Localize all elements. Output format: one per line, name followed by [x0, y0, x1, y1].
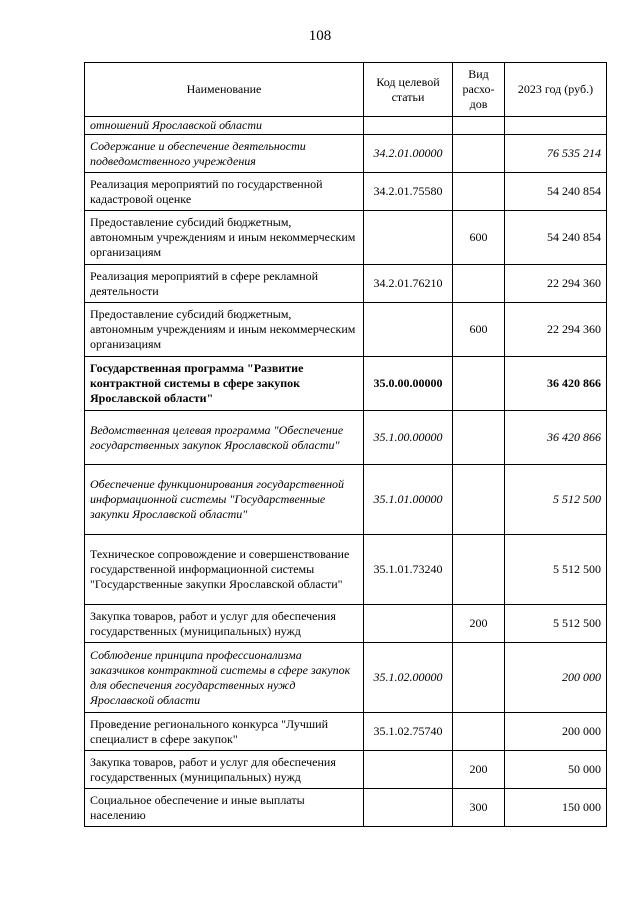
cell-name: Техническое сопровождение и совершенствование государственной информационной системы "Государственные закупки Ярославской области": [85, 535, 364, 605]
cell-amount: 22 294 360: [505, 265, 607, 303]
cell-code: 35.1.01.00000: [364, 465, 453, 535]
cell-type: 300: [453, 789, 505, 827]
cell-amount: 200 000: [505, 643, 607, 713]
table-row: [85, 789, 607, 827]
cell-amount: 5 512 500: [505, 535, 607, 605]
table-row: [85, 605, 607, 643]
cell-code: 35.1.02.00000: [364, 643, 453, 713]
table-row: [85, 535, 607, 605]
table-body: [85, 117, 607, 827]
cell-amount: 5 512 500: [505, 465, 607, 535]
cell-name: Государственная программа "Развитие контрактной системы в сфере закупок Ярославской области": [85, 357, 364, 411]
table-row: [85, 357, 607, 411]
cell-code: 34.2.01.76210: [364, 265, 453, 303]
cell-name: Реализация мероприятий в сфере рекламной деятельности: [85, 265, 364, 303]
page-number: 108: [308, 28, 332, 44]
cell-amount: 200 000: [505, 713, 607, 751]
budget-table: [84, 62, 607, 827]
cell-code: [364, 117, 453, 135]
header-name: Наименование: [85, 63, 364, 117]
cell-type: 600: [453, 303, 505, 357]
cell-amount: 54 240 854: [505, 173, 607, 211]
cell-name: Закупка товаров, работ и услуг для обеспечения государственных (муниципальных) нужд: [85, 751, 364, 789]
cell-type: [453, 265, 505, 303]
table-row: [85, 465, 607, 535]
cell-type: [453, 465, 505, 535]
cell-type: [453, 173, 505, 211]
cell-amount: 5 512 500: [505, 605, 607, 643]
cell-code: 35.0.00.00000: [364, 357, 453, 411]
table-row: [85, 135, 607, 173]
cell-amount: 150 000: [505, 789, 607, 827]
header-code: Код целевой статьи: [364, 63, 453, 117]
cell-type: [453, 535, 505, 605]
cell-type: 200: [453, 605, 505, 643]
cell-type: 600: [453, 211, 505, 265]
cell-code: 34.2.01.75580: [364, 173, 453, 211]
cell-code: [364, 211, 453, 265]
cell-name: отношений Ярославской области: [85, 117, 364, 135]
table-row: [85, 173, 607, 211]
cell-name: Предоставление субсидий бюджетным, автономным учреждениям и иным некоммерческим организациям: [85, 211, 364, 265]
cell-code: 34.2.01.00000: [364, 135, 453, 173]
table-row: [85, 303, 607, 357]
table-row: [85, 117, 607, 135]
cell-type: [453, 411, 505, 465]
cell-type: [453, 135, 505, 173]
table-row: [85, 411, 607, 465]
cell-code: 35.1.01.73240: [364, 535, 453, 605]
cell-code: [364, 789, 453, 827]
cell-amount: 54 240 854: [505, 211, 607, 265]
cell-name: Ведомственная целевая программа "Обеспечение государственных закупок Ярославской области": [85, 411, 364, 465]
table-row: [85, 713, 607, 751]
cell-name: Социальное обеспечение и иные выплаты населению: [85, 789, 364, 827]
cell-code: 35.1.02.75740: [364, 713, 453, 751]
cell-amount: 50 000: [505, 751, 607, 789]
cell-name: Реализация мероприятий по государственной кадастровой оценке: [85, 173, 364, 211]
table-row: [85, 643, 607, 713]
cell-amount: 22 294 360: [505, 303, 607, 357]
table-row: [85, 751, 607, 789]
cell-code: [364, 605, 453, 643]
cell-name: Обеспечение функционирования государственной информационной системы "Государственные закупки Ярославской области": [85, 465, 364, 535]
cell-amount: 76 535 214: [505, 135, 607, 173]
table-row: [85, 211, 607, 265]
cell-name: Проведение регионального конкурса "Лучший специалист в сфере закупок": [85, 713, 364, 751]
cell-name: Закупка товаров, работ и услуг для обеспечения государственных (муниципальных) нужд: [85, 605, 364, 643]
cell-amount: 36 420 866: [505, 357, 607, 411]
cell-name: Соблюдение принципа профессионализма заказчиков контрактной системы в сфере закупок для обеспечения государственных нужд Ярославской области: [85, 643, 364, 713]
cell-type: [453, 643, 505, 713]
table-header-row: [85, 63, 607, 117]
cell-type: [453, 713, 505, 751]
table-row: [85, 265, 607, 303]
header-type: Вид расхо-дов: [453, 63, 505, 117]
cell-code: [364, 751, 453, 789]
cell-amount: 36 420 866: [505, 411, 607, 465]
header-amount: 2023 год (руб.): [505, 63, 607, 117]
cell-type: 200: [453, 751, 505, 789]
cell-code: 35.1.00.00000: [364, 411, 453, 465]
cell-type: [453, 357, 505, 411]
cell-name: Предоставление субсидий бюджетным, автономным учреждениям и иным некоммерческим организациям: [85, 303, 364, 357]
cell-type: [453, 117, 505, 135]
cell-code: [364, 303, 453, 357]
cell-amount: [505, 117, 607, 135]
cell-name: Содержание и обеспечение деятельности подведомственного учреждения: [85, 135, 364, 173]
